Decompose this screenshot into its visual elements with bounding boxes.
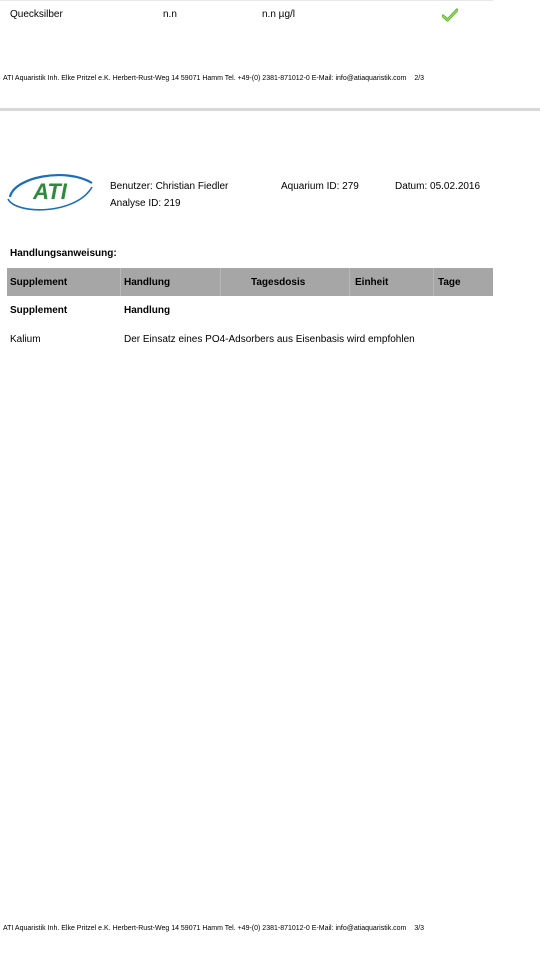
section-title: Handlungsanweisung: (10, 248, 117, 259)
page-footer (3, 925, 424, 932)
ati-logo (6, 167, 94, 213)
user-label: Benutzer: Christian Fiedler (110, 181, 229, 192)
column-header-tage: Tage (438, 277, 461, 288)
column-header-handlung: Handlung (124, 277, 171, 288)
table-row-supplement: Kalium (10, 334, 41, 345)
prev-row-unit: n.n µg/l (262, 9, 296, 20)
table-top-rule (0, 0, 493, 1)
page-number: 2/3 (414, 75, 425, 82)
page-number: 3/3 (414, 925, 425, 932)
prev-row-name: Quecksilber (10, 9, 63, 20)
logo-text: ATI (33, 179, 67, 204)
table-header (7, 268, 493, 296)
table-row-handlung: Der Einsatz eines PO4-Adsorbers aus Eisenbasis wird empfohlen (124, 334, 415, 345)
analysis-id: Analyse ID: 219 (110, 198, 181, 209)
date-label: Datum: 05.02.2016 (395, 181, 481, 192)
aquarium-id: Aquarium ID: 279 (281, 181, 359, 192)
subheader-supplement: Supplement (10, 305, 68, 316)
subheader-handlung: Handlung (124, 305, 171, 316)
column-header-einheit: Einheit (355, 277, 389, 288)
column-header-supplement: Supplement (10, 277, 68, 288)
column-header-tagesdosis: Tagesdosis (251, 277, 306, 288)
footer-text: ATI Aquaristik Inh. Elke Pritzel e.K. Herbert-Rust-Weg 14 59071 Hamm Tel. +49-(0) 2381-871012-0 E-Mail: info@atiaquaristik.com (3, 75, 407, 82)
checkmark-icon (442, 8, 458, 22)
prev-row-value: n.n (163, 9, 177, 20)
footer-text: ATI Aquaristik Inh. Elke Pritzel e.K. Herbert-Rust-Weg 14 59071 Hamm Tel. +49-(0) 2381-871012-0 E-Mail: info@atiaquaristik.com (3, 925, 407, 932)
page-separator (0, 108, 540, 111)
page-footer (3, 75, 424, 82)
